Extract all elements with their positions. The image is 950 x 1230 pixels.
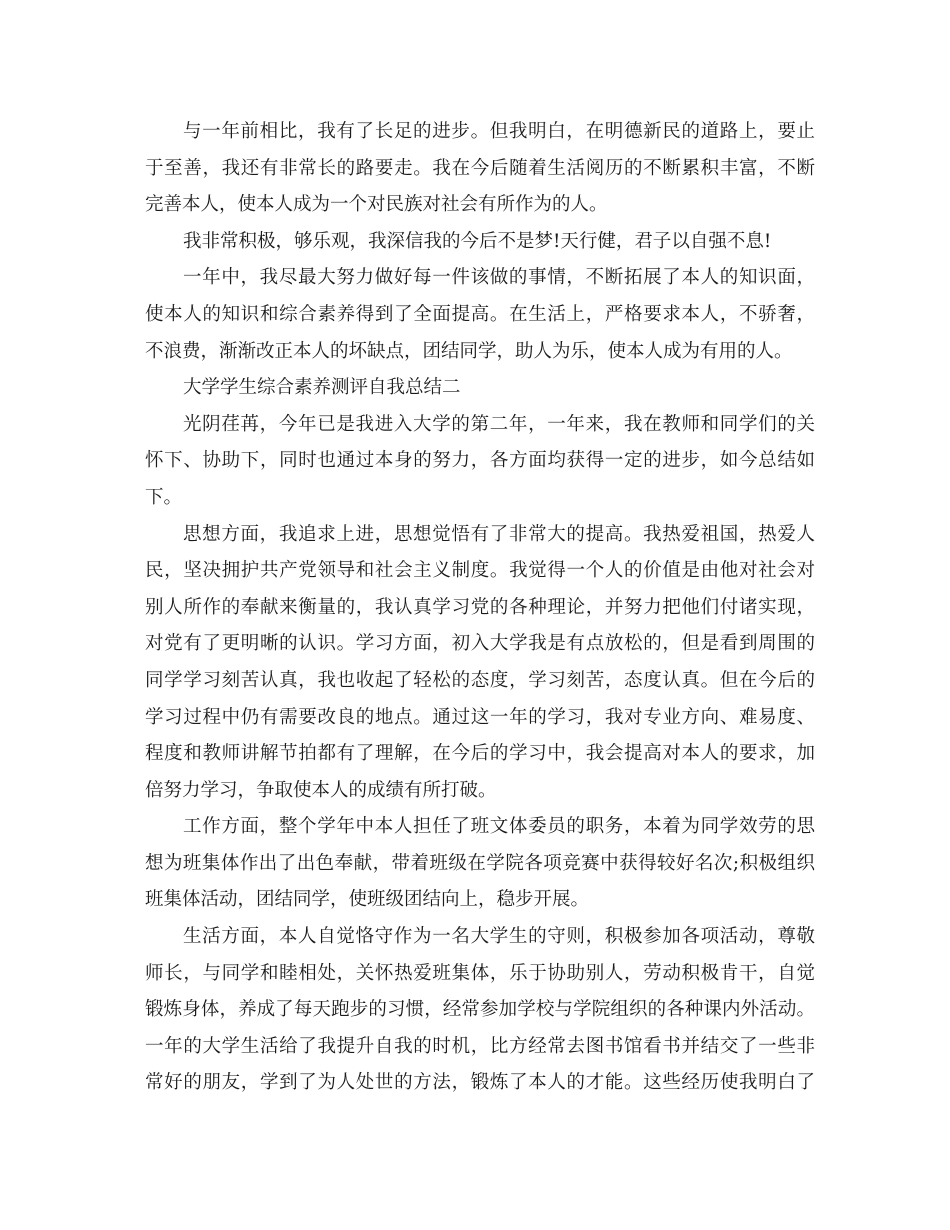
text-line: 怀下、协助下，同时也通过本身的努力，各方面均获得一定的进步，如今总结如 [145,450,815,472]
text-line: 一年的大学生活给了我提升自我的时机，比方经常去图书馆看书并结交了一些非 [145,1035,815,1057]
text-line: 学习过程中仍有需要改良的地点。通过这一年的学习，我对专业方向、难易度、 [145,706,815,728]
text-line: 下。 [145,486,183,508]
document-body [145,114,815,1102]
text-line: 常好的朋友，学到了为人处世的方法，锻炼了本人的才能。这些经历使我明白了 [145,1072,815,1094]
text-line: 工作方面，整个学年中本人担任了班文体委员的职务，本着为同学效劳的思 [183,816,815,838]
text-line: 大学学生综合素养测评自我总结二 [183,377,461,399]
text-line: 同学学习刻苦认真，我也收起了轻松的态度，学习刻苦，态度认真。但在今后的 [145,669,815,691]
text-line: 生活方面，本人自觉恪守作为一名大学生的守则，积极参加各项活动，尊敬 [183,926,815,948]
text-line: 别人所作的奉献来衡量的，我认真学习党的各种理论，并努力把他们付诸实现， [145,596,815,618]
text-line: 于至善，我还有非常长的路要走。我在今后随着生活阅历的不断累积丰富，不断 [145,157,815,179]
text-line: 程度和教师讲解节拍都有了理解，在今后的学习中，我会提高对本人的要求，加 [145,743,815,765]
text-line: 与一年前相比，我有了长足的进步。但我明白，在明德新民的道路上，要止 [183,121,815,142]
text-line: 班集体活动，团结同学，使班级团结向上，稳步开展。 [145,889,590,911]
text-line: 使本人的知识和综合素养得到了全面提高。在生活上，严格要求本人，不骄奢， [145,303,815,325]
text-line: 倍努力学习，争取使本人的成绩有所打破。 [145,779,497,801]
text-line: 师长，与同学和睦相处，关怀热爱班集体，乐于协助别人，劳动积极肯干，自觉 [145,962,815,984]
text-line: 光阴荏苒，今年已是我进入大学的第二年，一年来，我在教师和同学们的关 [183,413,815,435]
text-line: 不浪费，渐渐改正本人的坏缺点，团结同学，助人为乐，使本人成为有用的人。 [145,340,793,362]
text-line: 思想方面，我追求上进，思想觉悟有了非常大的提高。我热爱祖国，热爱人 [183,523,815,545]
text-line: 对党有了更明晰的认识。学习方面，初入大学我是有点放松的，但是看到周围的 [145,633,815,655]
text-line: 想为班集体作出了出色奉献，带着班级在学院各项竞赛中获得较好名次;积极组织 [145,852,815,874]
text-line: 锻炼身体，养成了每天跑步的习惯，经常参加学校与学院组织的各种课内外活动。 [145,999,815,1021]
text-line: 一年中，我尽最大努力做好每一件该做的事情，不断拓展了本人的知识面， [183,267,815,289]
text-line: 民，坚决拥护共产党领导和社会主义制度。我觉得一个人的价值是由他对社会对 [145,560,815,582]
text-line: 我非常积极，够乐观，我深信我的今后不是梦!天行健，君子以自强不息! [183,230,772,252]
text-line: 完善本人，使本人成为一个对民族对社会有所作为的人。 [145,194,608,216]
